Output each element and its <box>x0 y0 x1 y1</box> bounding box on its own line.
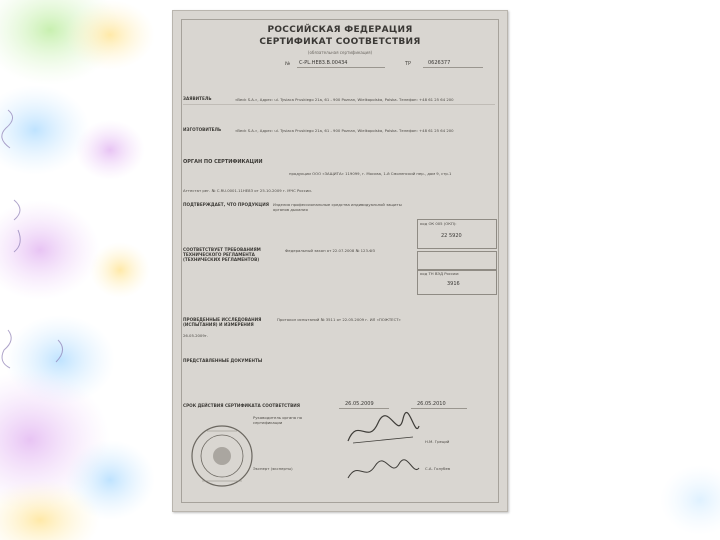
number-value: C-PL.HE83.B.00434 <box>299 60 348 66</box>
number-label: № <box>285 61 291 67</box>
tests-date: 26.05.2009г. <box>183 333 208 338</box>
docs-label: ПРЕДСТАВЛЕННЫЕ ДОКУМЕНТЫ <box>183 358 263 363</box>
product-text: Изделия профессиональные средства индивидуальной защиты органов дыхания <box>273 202 402 212</box>
expert-signature <box>343 456 423 486</box>
validity-label: СРОК ДЕЙСТВИЯ СЕРТИФИКАТА СООТВЕТСТВИЯ <box>183 403 301 408</box>
tnved-value: 3916 <box>447 281 460 287</box>
seal-stamp <box>187 421 257 491</box>
reglament-label: СООТВЕТСТВУЕТ ТРЕБОВАНИЯМ ТЕХНИЧЕСКОГО РЕГЛАМЕНТА (ТЕХНИЧЕСКИХ РЕГЛАМЕНТОВ) <box>183 247 261 262</box>
number-underline <box>297 67 385 68</box>
head-name: Н.М. Греций <box>425 439 450 444</box>
head-label: Руководитель органа по сертификации <box>253 415 303 425</box>
okp-value: 22 5920 <box>441 233 462 239</box>
manufacturer-label: ИЗГОТОВИТЕЛЬ <box>183 127 222 132</box>
okp-box-2 <box>417 251 497 271</box>
tnved-label: код ТН ВЭД России: <box>420 271 460 276</box>
header-country: РОССИЙСКАЯ ФЕДЕРАЦИЯ <box>267 25 413 35</box>
valid-to: 26.05.2010 <box>417 401 446 407</box>
applicant-text: «Beck S.A.», Адрес: ul. Tysiaca Pruskiego 21a, 61 - 900 Poznan, Wielkopolska, Polska. Телефон: +48 61 25 64 200 <box>235 97 454 102</box>
tp-value: 0626377 <box>428 60 451 66</box>
okp-label: код ОК 005 (ОКП): <box>420 221 457 226</box>
certbody-label: ОРГАН ПО СЕРТИФИКАЦИИ <box>183 159 263 165</box>
certbody-text2: Аттестат рег. № С.RU.0001.11HE83 от 25.10.2009 г. МЧС России. <box>183 188 312 193</box>
expert-name: С.А. Голубев <box>425 466 451 471</box>
header-subtitle: (обязательная сертификация) <box>307 50 373 55</box>
manufacturer-text: «Beck S.A.», Адрес: ul. Tysiaca Pruskiego 21a, 61 - 900 Poznan, Wielkopolska, Polska. Телефон: +48 61 25 64 200 <box>235 128 454 133</box>
tests-text: Протокол испытаний № 3511 от 22.05.2009 г. ИЛ «ПОЖТЕСТ» <box>277 317 401 322</box>
tp-label: ТР <box>405 61 412 67</box>
reglament-text: Федеральный закон от 22.07.2008 № 123-ФЗ <box>285 248 375 253</box>
certbody-text: продукции ООО «ЗАЩИТА» 119099, г. Москва, 1-й Смоленский пер., дом 9, стр.1 <box>289 171 452 176</box>
tests-label: ПРОВЕДЕННЫЕ ИССЛЕДОВАНИЯ (ИСПЫТАНИЯ) И ИЗМЕРЕНИЯ <box>183 317 262 327</box>
product-label: ПОДТВЕРЖДАЕТ, ЧТО ПРОДУКЦИЯ <box>183 202 270 207</box>
header-title: СЕРТИФИКАТ СООТВЕТСТВИЯ <box>259 37 421 47</box>
head-signature <box>343 411 423 451</box>
applicant-label: ЗАЯВИТЕЛЬ <box>183 96 212 101</box>
valid-from: 26.05.2009 <box>345 401 374 407</box>
certificate-document <box>172 10 508 512</box>
expert-label: Эксперт (эксперты) <box>253 466 293 471</box>
tp-underline <box>423 67 483 68</box>
